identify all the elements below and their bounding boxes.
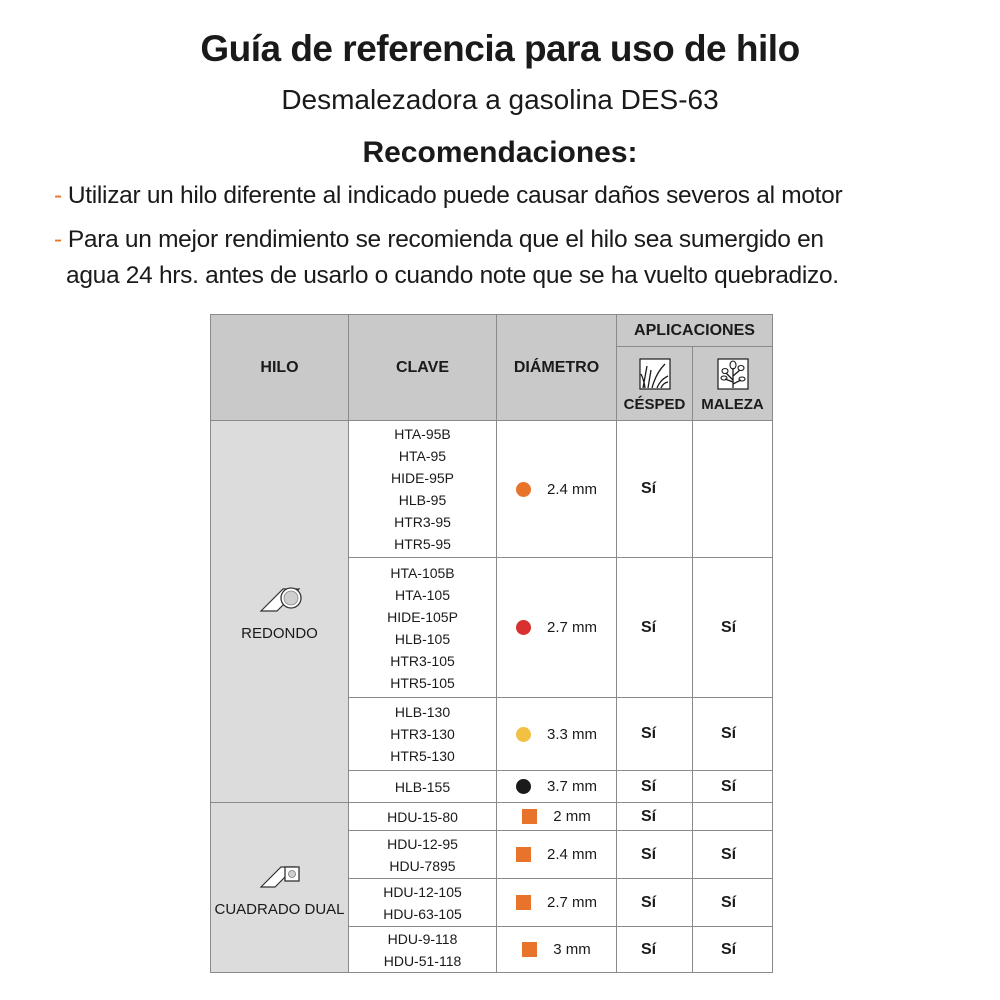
orange-square-marker xyxy=(516,847,531,862)
key-code: HTR3-130 xyxy=(390,726,455,742)
key-list xyxy=(349,879,497,927)
key-code: HDU-51-118 xyxy=(383,952,462,969)
header-cesped xyxy=(617,347,693,421)
diameter-value: 2 mm xyxy=(553,808,591,825)
key-code: HDU-63-105 xyxy=(383,905,462,922)
diameter-value: 3.3 mm xyxy=(546,725,597,743)
diameter-cell xyxy=(497,698,617,771)
key-code: HTR5-130 xyxy=(390,748,455,764)
reference-table xyxy=(210,314,773,973)
key-code: HDU-12-105 xyxy=(383,883,462,900)
round-line-icon xyxy=(255,581,305,615)
key-code: HTR3-95 xyxy=(394,514,451,530)
key-list xyxy=(349,803,497,831)
key-code: HLB-130 xyxy=(394,704,451,720)
key-code: HLB-95 xyxy=(398,492,447,508)
maleza-value: Sí xyxy=(693,558,773,698)
maleza-value: Sí xyxy=(693,927,773,973)
cesped-value: Sí xyxy=(617,879,693,927)
diameter-value: 2.7 mm xyxy=(546,619,597,636)
recommendation-2-line-2: agua 24 hrs. antes de usarlo o cuando note que se ha vuelto quebradizo. xyxy=(66,262,839,289)
cesped-value: Sí xyxy=(617,927,693,973)
header-maleza-label: MALEZA xyxy=(701,396,764,413)
orange-dot-marker xyxy=(516,482,531,497)
key-list xyxy=(349,558,497,698)
header-aplicaciones: APLICACIONES xyxy=(617,315,773,347)
diameter-value: 3.7 mm xyxy=(546,778,597,795)
diameter-cell xyxy=(497,879,617,927)
key-code: HTR5-105 xyxy=(390,674,455,691)
orange-square-marker xyxy=(522,942,537,957)
key-code: HDU-12-95 xyxy=(387,835,458,852)
header-cesped-label: CÉSPED xyxy=(623,396,686,413)
page-title: Guía de referencia para uso de hilo xyxy=(200,28,800,69)
weed-icon xyxy=(717,358,749,390)
key-code: HLB-105 xyxy=(394,630,451,647)
key-list xyxy=(349,927,497,973)
recommendation-1-text: Utilizar un hilo diferente al indicado puede causar daños severos al motor xyxy=(67,182,843,209)
bullet-dash: - xyxy=(54,226,62,253)
key-code: HTA-105 xyxy=(395,586,450,603)
header-clave: CLAVE xyxy=(349,315,497,421)
cesped-value: Sí xyxy=(617,803,693,831)
key-code: HIDE-95P xyxy=(390,470,455,486)
diameter-cell xyxy=(497,803,617,831)
key-code: HTA-105B xyxy=(390,564,455,581)
group-redondo xyxy=(211,421,349,803)
diameter-cell xyxy=(497,421,617,558)
diameter-cell xyxy=(497,927,617,973)
bullet-dash: - xyxy=(54,182,62,209)
page-subtitle: Desmalezadora a gasolina DES-63 xyxy=(281,84,719,115)
black-dot-marker xyxy=(516,779,531,794)
key-list xyxy=(349,831,497,879)
recommendations-heading: Recomendaciones: xyxy=(362,136,638,169)
key-code: HIDE-105P xyxy=(387,608,458,625)
red-dot-marker xyxy=(516,620,531,635)
key-code: HDU-9-118 xyxy=(387,930,458,947)
orange-square-marker xyxy=(516,895,531,910)
cesped-value: Sí xyxy=(617,421,693,558)
header-maleza xyxy=(693,347,773,421)
key-code: HDU-15-80 xyxy=(387,808,458,825)
group-cuadrado-dual xyxy=(211,803,349,973)
key-list xyxy=(349,698,497,771)
diameter-cell xyxy=(497,558,617,698)
key-code: HTR5-95 xyxy=(394,536,451,552)
key-list xyxy=(349,421,497,558)
maleza-value: Sí xyxy=(693,879,773,927)
cesped-value: Sí xyxy=(617,771,693,803)
diameter-cell xyxy=(497,831,617,879)
orange-square-marker xyxy=(522,809,537,824)
group-label: REDONDO xyxy=(241,625,318,642)
maleza-value: Sí xyxy=(693,698,773,771)
maleza-value: Sí xyxy=(693,831,773,879)
cesped-value: Sí xyxy=(617,558,693,698)
key-code: HLB-155 xyxy=(394,778,451,795)
recommendation-2 xyxy=(54,226,824,254)
key-list xyxy=(349,771,497,803)
cesped-value: Sí xyxy=(617,698,693,771)
key-code: HTR3-105 xyxy=(390,652,455,669)
maleza-value xyxy=(693,803,773,831)
grass-icon xyxy=(639,358,671,390)
maleza-value xyxy=(693,421,773,558)
key-code: HDU-7895 xyxy=(389,857,456,874)
diameter-value: 2.4 mm xyxy=(546,480,597,498)
key-code: HTA-95 xyxy=(398,448,447,464)
key-code: HTA-95B xyxy=(394,426,451,442)
header-hilo: HILO xyxy=(211,315,349,421)
yellow-dot-marker xyxy=(516,727,531,742)
table-row xyxy=(211,803,773,831)
diameter-cell xyxy=(497,771,617,803)
recommendation-1 xyxy=(54,182,842,210)
square-dual-line-icon xyxy=(255,857,305,891)
diameter-value: 2.4 mm xyxy=(546,846,597,863)
recommendation-2-text-line1: Para un mejor rendimiento se recomienda que el hilo sea sumergido en xyxy=(67,226,824,253)
maleza-value: Sí xyxy=(693,771,773,803)
cesped-value: Sí xyxy=(617,831,693,879)
group-label: CUADRADO DUAL xyxy=(214,901,345,918)
diameter-value: 2.7 mm xyxy=(546,894,597,911)
table-row xyxy=(211,421,773,558)
header-diametro: DIÁMETRO xyxy=(497,315,617,421)
diameter-value: 3 mm xyxy=(553,941,591,958)
